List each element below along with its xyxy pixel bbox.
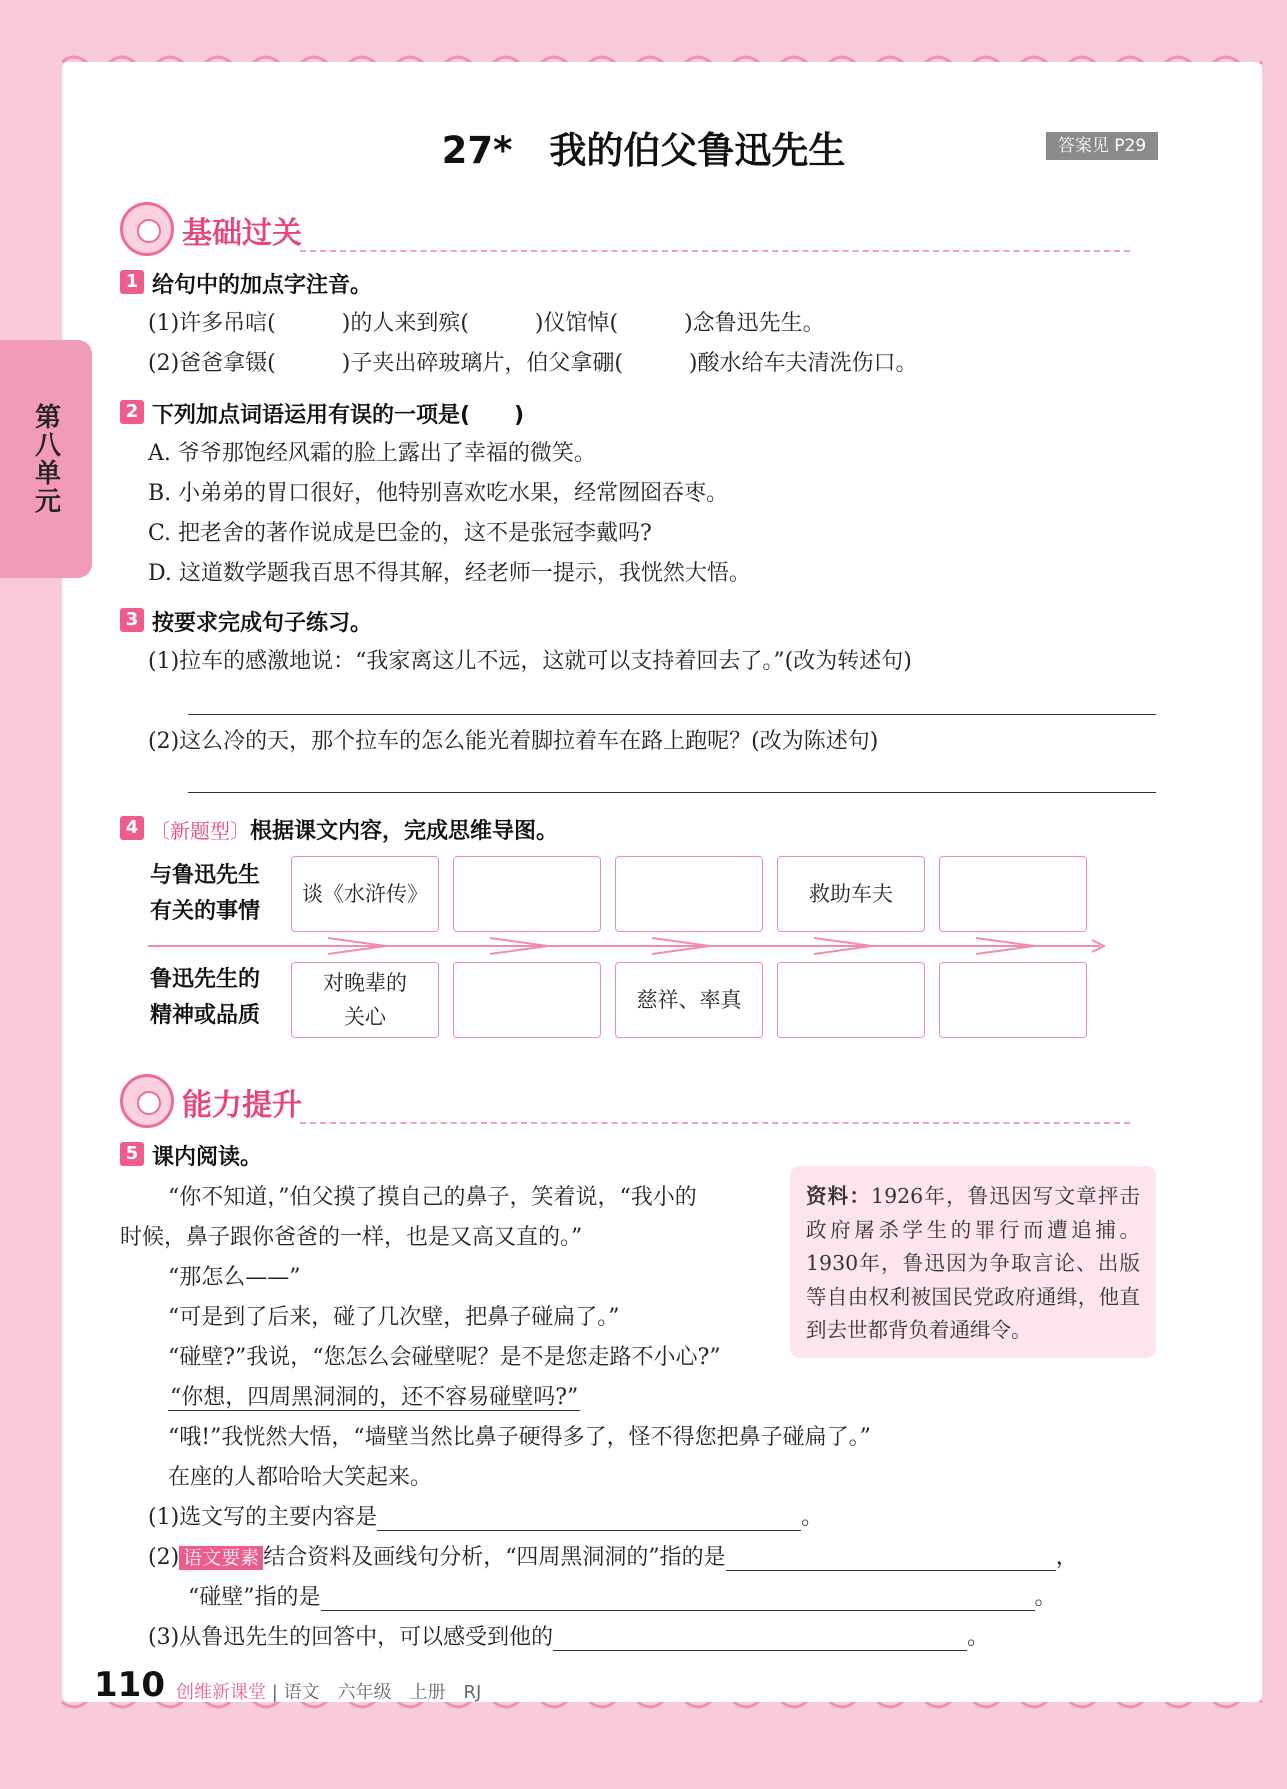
mindmap-row-label-events: 与鲁迅先生 有关的事情 bbox=[150, 863, 261, 924]
q5-sub-3: (3)从鲁迅先生的回答中，可以感受到他的 。 bbox=[148, 1625, 990, 1650]
q2-option-a: A. 爷爷那饱经风霜的脸上露出了幸福的微笑。 bbox=[148, 441, 596, 466]
passage-line-underlined: “你想，四周黑洞洞的，还不容易碰壁吗?” bbox=[170, 1385, 579, 1410]
literacy-element-tag: 语文要素 bbox=[179, 1546, 263, 1570]
lesson-title: 27* 我的伯父鲁迅先生 bbox=[441, 129, 846, 172]
question-title: 下列加点词语运用有误的一项是( ) bbox=[152, 403, 525, 428]
answer-blank[interactable] bbox=[726, 1549, 1056, 1571]
mindmap-event-box[interactable] bbox=[939, 856, 1087, 932]
passage-line: 时候，鼻子跟你爸爸的一样，也是又高又直的。” bbox=[120, 1225, 583, 1250]
passage-line: “碰壁?”我说，“您怎么会碰壁呢？是不是您走路不小心?” bbox=[168, 1345, 721, 1370]
q2-option-c: C. 把老舍的著作说成是巴金的，这不是张冠李戴吗? bbox=[148, 521, 652, 546]
mindmap-arrow bbox=[148, 936, 1108, 956]
mindmap-quality-box[interactable] bbox=[453, 962, 601, 1038]
q3-item-1: (1)拉车的感激地说：“我家离这儿不远，这就可以支持着回去了。”(改为转述句) bbox=[148, 649, 912, 674]
q2-option-d: D. 这道数学题我百思不得其解，经老师一提示，我恍然大悟。 bbox=[148, 561, 751, 586]
cartoon-avatar-icon bbox=[120, 1074, 174, 1128]
q5-sub-2-line2: “碰壁”指的是 。 bbox=[188, 1585, 1057, 1610]
question-title: 课内阅读。 bbox=[152, 1145, 263, 1170]
answer-reference-badge: 答案见 P29 bbox=[1046, 132, 1158, 160]
section-divider bbox=[300, 1122, 1130, 1124]
question-number: 3 bbox=[120, 608, 144, 632]
question-title: 〔新题型〕根据课文内容，完成思维导图。 bbox=[150, 819, 559, 844]
page-number: 110 bbox=[94, 1665, 165, 1705]
question-number: 1 bbox=[120, 270, 144, 294]
resource-note-box: 资料：1926年，鲁迅因写文章抨击政府屠杀学生的罪行而遭追捕。1930年，鲁迅因为争取言论、出版等自由权利被国民党政府通缉，他直到去世都背负着通缉令。 bbox=[790, 1166, 1156, 1358]
mindmap-event-box[interactable] bbox=[453, 856, 601, 932]
mindmap-quality-box[interactable] bbox=[777, 962, 925, 1038]
question-number: 4 bbox=[120, 816, 144, 840]
q5-sub-2: (2) 语文要素 结合资料及画线句分析，“四周黑洞洞的”指的是 ， bbox=[148, 1545, 1078, 1570]
unit-side-tab: 第八单元 bbox=[0, 340, 92, 578]
mindmap-row-label-qualities: 鲁迅先生的 精神或品质 bbox=[150, 967, 261, 1028]
mindmap-quality-box: 慈祥、率真 bbox=[615, 962, 763, 1038]
footer-info: 创维新课堂 | 语文 六年级 上册 RJ bbox=[176, 1682, 482, 1703]
q2-option-b: B. 小弟弟的胃口很好，他特别喜欢吃水果，经常囫囵吞枣。 bbox=[148, 481, 729, 506]
question-number: 5 bbox=[120, 1142, 144, 1166]
mindmap-event-box: 救助车夫 bbox=[777, 856, 925, 932]
question-title: 按要求完成句子练习。 bbox=[152, 611, 373, 636]
mindmap-event-box[interactable] bbox=[615, 856, 763, 932]
q1-line-2: (2)爸爸拿镊( )子夹出碎玻璃片，伯父拿硼( )酸水给车夫清洗伤口。 bbox=[148, 351, 918, 376]
mindmap-quality-box: 对晚辈的 关心 bbox=[291, 962, 439, 1038]
answer-blank[interactable] bbox=[553, 1629, 967, 1651]
answer-blank[interactable] bbox=[321, 1589, 1035, 1611]
mindmap-event-box: 谈《水浒传》 bbox=[291, 856, 439, 932]
q1-line-1: (1)许多吊唁( )的人来到殡( )仪馆悼( )念鲁迅先生。 bbox=[148, 311, 825, 336]
answer-blank[interactable] bbox=[377, 1509, 801, 1531]
cartoon-avatar-icon bbox=[120, 202, 174, 256]
passage-line: “你不知道，”伯父摸了摸自己的鼻子，笑着说，“我小的 bbox=[168, 1185, 697, 1210]
answer-line[interactable] bbox=[188, 792, 1156, 793]
mindmap-quality-box[interactable] bbox=[939, 962, 1087, 1038]
question-number: 2 bbox=[120, 400, 144, 424]
q3-item-2: (2)这么冷的天，那个拉车的怎么能光着脚拉着车在路上跑呢？(改为陈述句) bbox=[148, 729, 879, 754]
q5-sub-1: (1)选文写的主要内容是 。 bbox=[148, 1505, 824, 1530]
passage-line: 在座的人都哈哈大笑起来。 bbox=[168, 1465, 433, 1490]
passage-line: “哦!”我恍然大悟，“墙壁当然比鼻子硬得多了，怪不得您把鼻子碰扁了。” bbox=[168, 1425, 871, 1450]
section-title-basic: 基础过关 bbox=[182, 216, 302, 251]
answer-line[interactable] bbox=[188, 714, 1156, 715]
section-divider bbox=[300, 250, 1130, 252]
passage-line: “那怎么——” bbox=[168, 1265, 301, 1290]
question-title: 给句中的加点字注音。 bbox=[152, 273, 373, 298]
passage-line: “可是到了后来，碰了几次壁，把鼻子碰扁了。” bbox=[168, 1305, 620, 1330]
section-title-ability: 能力提升 bbox=[182, 1088, 302, 1123]
